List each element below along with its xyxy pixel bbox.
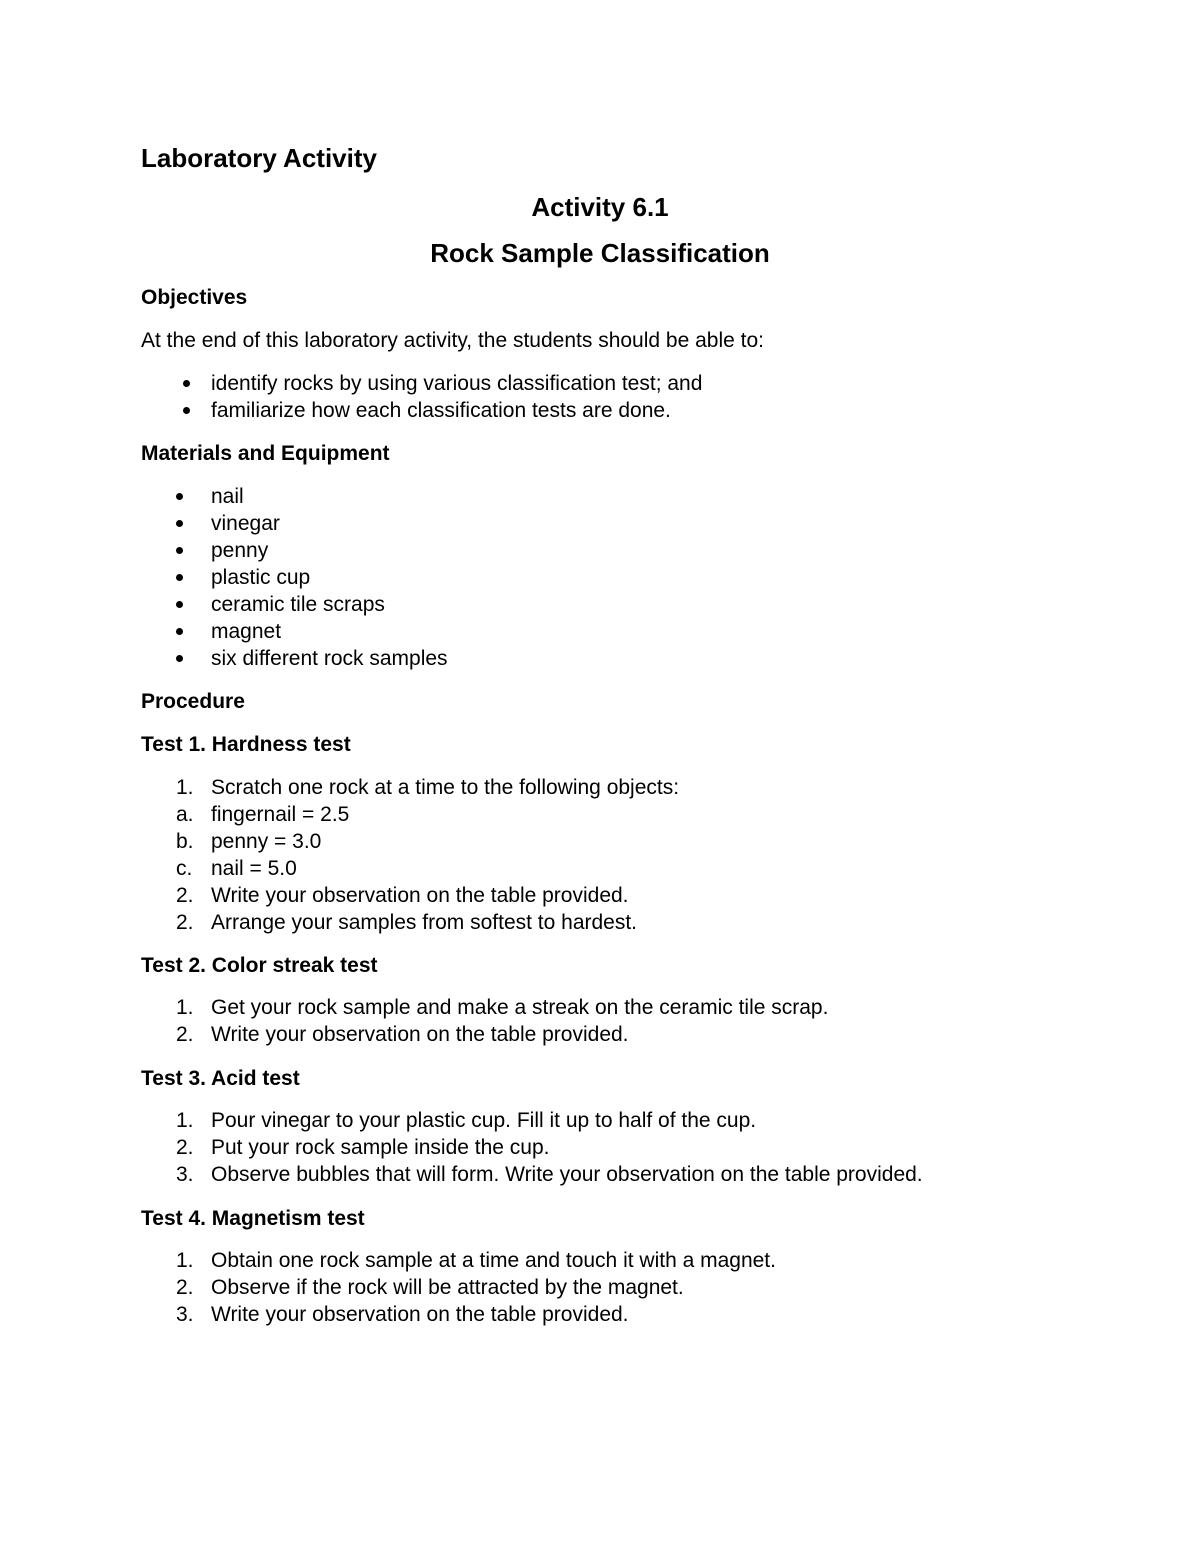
step-text: Put your rock sample inside the cup. bbox=[211, 1136, 550, 1159]
list-marker: 1. bbox=[176, 996, 194, 1019]
step-text: Get your rock sample and make a streak on the ceramic tile scrap. bbox=[211, 996, 829, 1019]
objectives-heading: Objectives bbox=[141, 286, 248, 309]
procedure-heading: Procedure bbox=[141, 690, 245, 713]
activity-title: Rock Sample Classification bbox=[430, 238, 770, 268]
objective-item: identify rocks by using various classification test; and bbox=[211, 372, 703, 395]
list-marker: b. bbox=[176, 830, 194, 853]
list-marker: a. bbox=[176, 803, 194, 826]
list-marker: 3. bbox=[176, 1303, 194, 1326]
objective-item: familiarize how each classification tests are done. bbox=[211, 399, 671, 422]
materials-heading: Materials and Equipment bbox=[141, 442, 390, 465]
step-text: Write your observation on the table provided. bbox=[211, 1303, 629, 1326]
bullet-icon bbox=[176, 520, 183, 527]
step-text: Observe bubbles that will form. Write your observation on the table provided. bbox=[211, 1163, 923, 1186]
material-item: nail bbox=[211, 485, 244, 508]
list-marker: 1. bbox=[176, 1109, 194, 1132]
document-title: Laboratory Activity bbox=[141, 143, 377, 173]
objectives-intro: At the end of this laboratory activity, the students should be able to: bbox=[141, 329, 764, 352]
list-marker: 1. bbox=[176, 776, 194, 799]
bullet-icon bbox=[176, 574, 183, 581]
step-text: Pour vinegar to your plastic cup. Fill it up to half of the cup. bbox=[211, 1109, 757, 1132]
step-text: Arrange your samples from softest to hardest. bbox=[211, 911, 638, 934]
activity-number: Activity 6.1 bbox=[531, 192, 669, 222]
list-marker: 3. bbox=[176, 1163, 194, 1186]
list-marker: c. bbox=[176, 857, 193, 880]
test4-heading: Test 4. Magnetism test bbox=[141, 1207, 365, 1230]
bullet-icon bbox=[183, 407, 190, 414]
step-text: Scratch one rock at a time to the following objects: bbox=[211, 776, 680, 799]
list-marker: 2. bbox=[176, 1023, 194, 1046]
list-marker: 2. bbox=[176, 884, 194, 907]
list-marker: 2. bbox=[176, 911, 194, 934]
test3-heading: Test 3. Acid test bbox=[141, 1067, 300, 1090]
bullet-icon bbox=[176, 547, 183, 554]
bullet-icon bbox=[176, 655, 183, 662]
step-text: Obtain one rock sample at a time and touch it with a magnet. bbox=[211, 1249, 776, 1272]
step-text: Observe if the rock will be attracted by the magnet. bbox=[211, 1276, 684, 1299]
list-marker: 2. bbox=[176, 1136, 194, 1159]
step-text: nail = 5.0 bbox=[211, 857, 297, 880]
material-item: vinegar bbox=[211, 512, 280, 535]
material-item: magnet bbox=[211, 620, 282, 643]
test2-heading: Test 2. Color streak test bbox=[141, 954, 378, 977]
material-item: plastic cup bbox=[211, 566, 311, 589]
bullet-icon bbox=[176, 493, 183, 500]
test1-heading: Test 1. Hardness test bbox=[141, 733, 351, 756]
step-text: fingernail = 2.5 bbox=[211, 803, 350, 826]
bullet-icon bbox=[176, 628, 183, 635]
list-marker: 2. bbox=[176, 1276, 194, 1299]
bullet-icon bbox=[176, 601, 183, 608]
step-text: penny = 3.0 bbox=[211, 830, 322, 853]
list-marker: 1. bbox=[176, 1249, 194, 1272]
step-text: Write your observation on the table provided. bbox=[211, 884, 629, 907]
bullet-icon bbox=[183, 380, 190, 387]
material-item: ceramic tile scraps bbox=[211, 593, 385, 616]
material-item: penny bbox=[211, 539, 269, 562]
material-item: six different rock samples bbox=[211, 647, 448, 670]
step-text: Write your observation on the table provided. bbox=[211, 1023, 629, 1046]
